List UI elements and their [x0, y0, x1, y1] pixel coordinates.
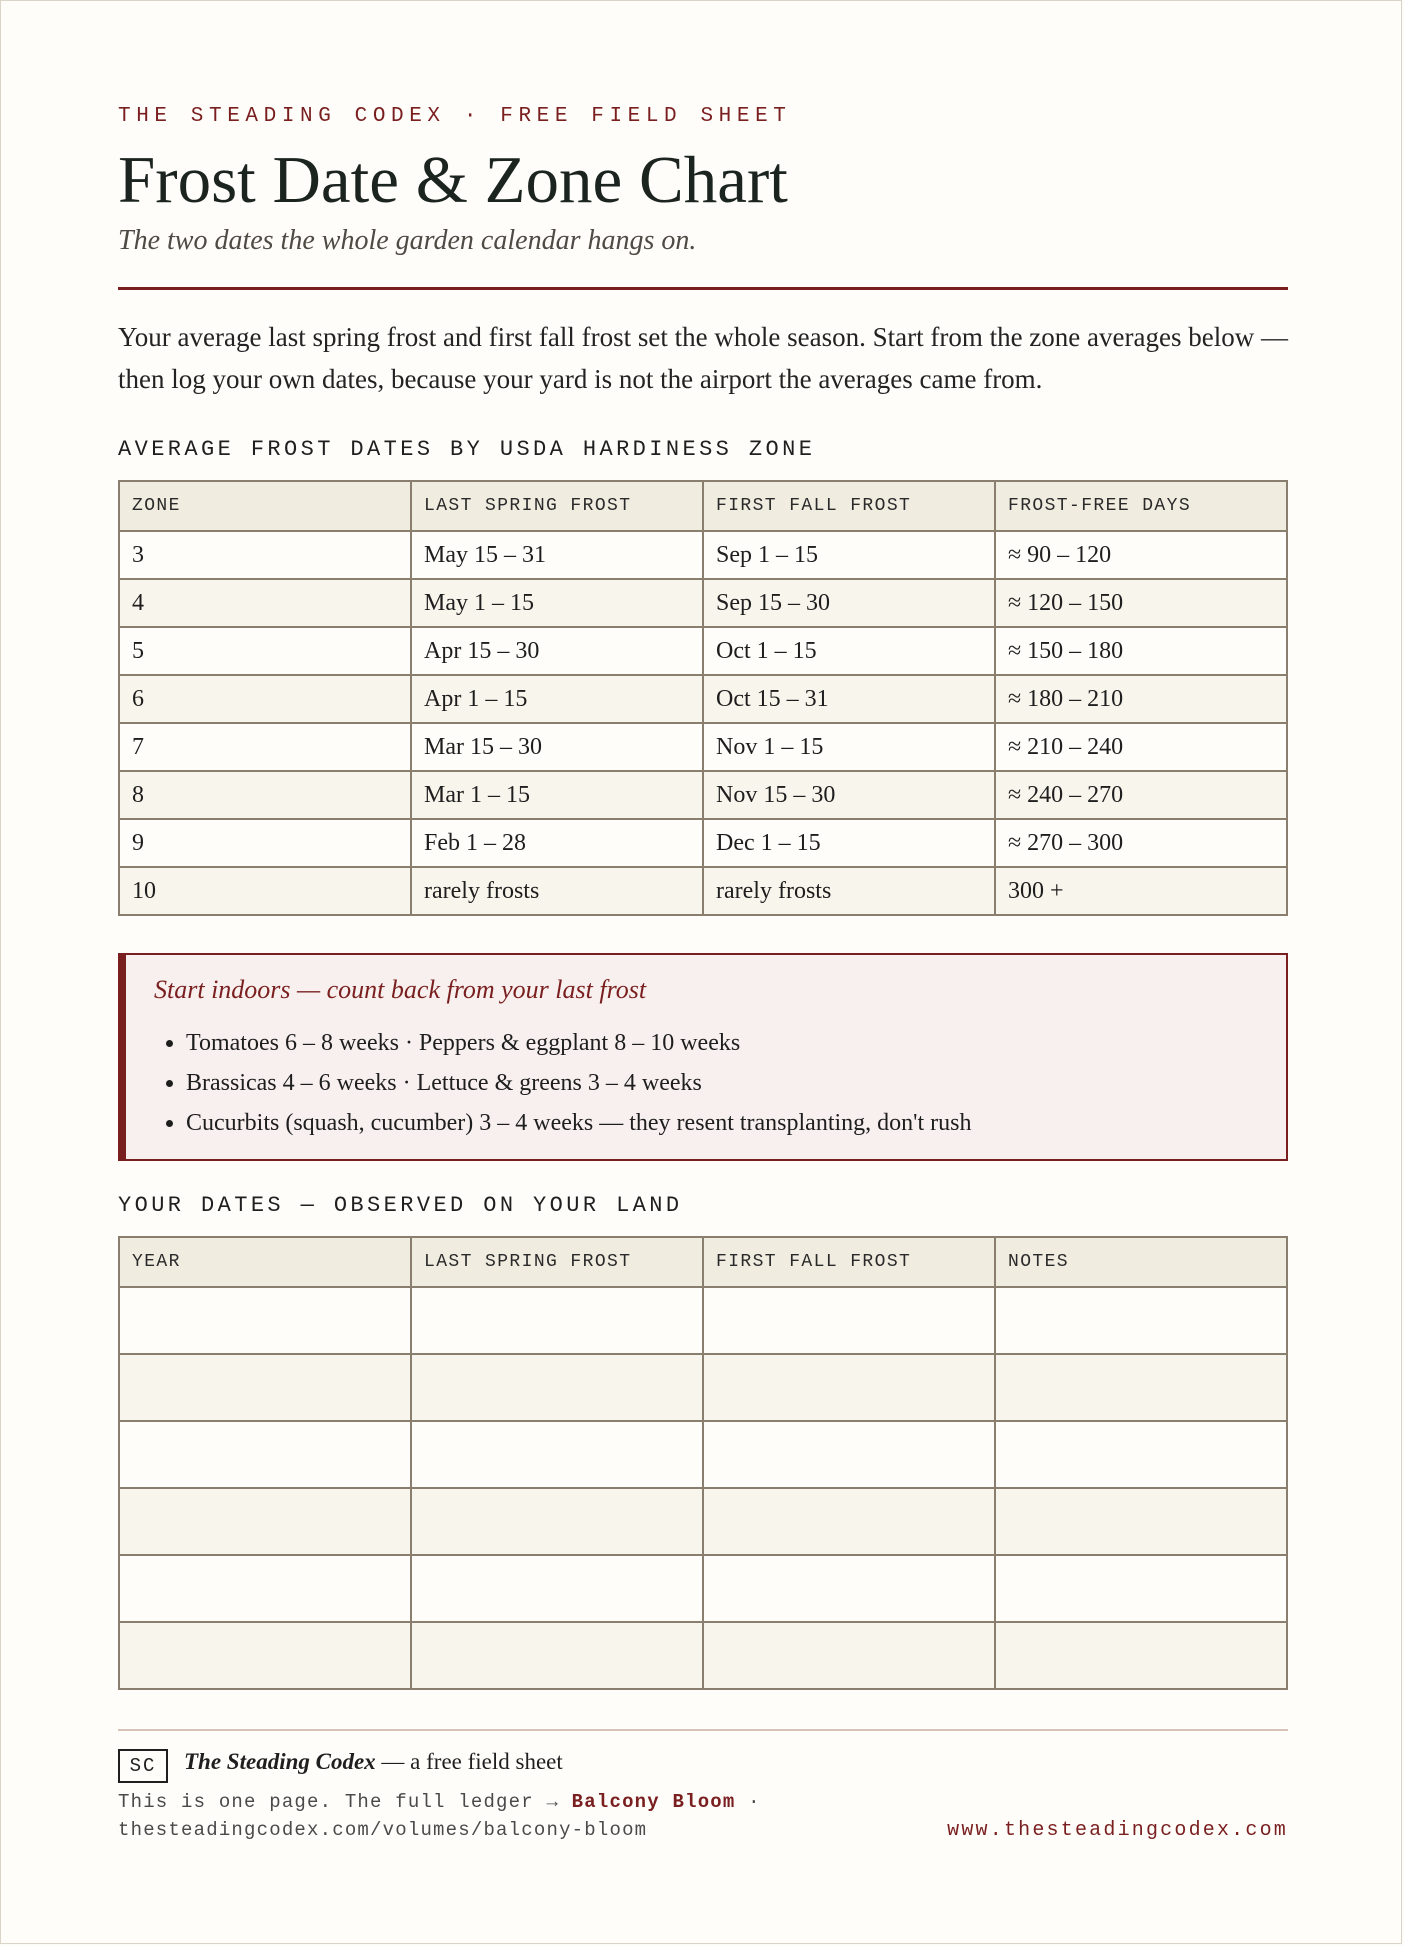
table-cell: 8	[119, 771, 411, 819]
empty-entry-cell[interactable]	[119, 1354, 411, 1421]
table-cell: Sep 1 – 15	[703, 531, 995, 579]
table-cell: Mar 15 – 30	[411, 723, 703, 771]
table-row	[119, 819, 1287, 867]
empty-entry-cell[interactable]	[411, 1354, 703, 1421]
table-cell: 10	[119, 867, 411, 915]
table-cell: 3	[119, 531, 411, 579]
empty-entry-cell[interactable]	[411, 1488, 703, 1555]
table-row	[119, 723, 1287, 771]
empty-entry-cell[interactable]	[995, 1354, 1287, 1421]
callout-list	[154, 1023, 972, 1143]
ledger-prefix: This is one page. The full ledger →	[118, 1791, 572, 1813]
log-table-body	[119, 1287, 1287, 1689]
table-row	[119, 771, 1287, 819]
column-header: YEAR	[119, 1237, 411, 1287]
list-item: • Tomatoes 6 – 8 weeks · Peppers & eggplant 8 – 10 weeks	[186, 1023, 972, 1063]
table-cell: 9	[119, 819, 411, 867]
empty-entry-cell[interactable]	[411, 1622, 703, 1689]
callout-title: Start indoors — count back from your last frost	[154, 975, 647, 1004]
empty-entry-cell[interactable]	[995, 1287, 1287, 1354]
table-cell: ≈ 180 – 210	[995, 675, 1287, 723]
column-header: FIRST FALL FROST	[703, 1237, 995, 1287]
table-cell: Feb 1 – 28	[411, 819, 703, 867]
table-cell: Apr 1 – 15	[411, 675, 703, 723]
list-item: • Cucurbits (squash, cucumber) 3 – 4 weeks — they resent transplanting, don't rush	[186, 1103, 972, 1143]
table-cell: Nov 15 – 30	[703, 771, 995, 819]
table-cell: ≈ 240 – 270	[995, 771, 1287, 819]
column-header: LAST SPRING FROST	[411, 481, 703, 531]
table-cell: Oct 15 – 31	[703, 675, 995, 723]
column-header: NOTES	[995, 1237, 1287, 1287]
ledger-link[interactable]: Balcony Bloom	[571, 1791, 736, 1813]
table-cell: May 15 – 31	[411, 531, 703, 579]
table-cell: rarely frosts	[411, 867, 703, 915]
observed-dates-table	[118, 1236, 1288, 1690]
table-cell: May 1 – 15	[411, 579, 703, 627]
table-row	[119, 1488, 1287, 1555]
empty-entry-cell[interactable]	[703, 1287, 995, 1354]
table-cell: rarely frosts	[703, 867, 995, 915]
log-table-heading: YOUR DATES — OBSERVED ON YOUR LAND	[118, 1193, 683, 1218]
intro-paragraph: Your average last spring frost and first fall frost set the whole season. Start from the zone averages below — then log your own dates, because your yard is not the airport the averages came from.	[118, 322, 1288, 394]
table-header-row	[119, 1237, 1287, 1287]
ledger-suffix: ·	[735, 1791, 761, 1813]
empty-entry-cell[interactable]	[411, 1555, 703, 1622]
brand-logo: SC	[118, 1749, 168, 1783]
kicker: THE STEADING CODEX · FREE FIELD SHEET	[118, 105, 792, 128]
brand-line	[184, 1749, 563, 1775]
empty-entry-cell[interactable]	[119, 1555, 411, 1622]
brand-name: The Steading Codex	[184, 1749, 376, 1774]
empty-entry-cell[interactable]	[703, 1622, 995, 1689]
table-cell: Nov 1 – 15	[703, 723, 995, 771]
table-cell: ≈ 270 – 300	[995, 819, 1287, 867]
table-row	[119, 579, 1287, 627]
table-row	[119, 675, 1287, 723]
empty-entry-cell[interactable]	[995, 1622, 1287, 1689]
ledger-url[interactable]: thesteadingcodex.com/volumes/balcony-bloom	[118, 1819, 648, 1841]
footer-ledger-line	[118, 1791, 761, 1813]
table-row	[119, 1287, 1287, 1354]
table-cell: 7	[119, 723, 411, 771]
table-cell: Sep 15 – 30	[703, 579, 995, 627]
table-cell: Mar 1 – 15	[411, 771, 703, 819]
empty-entry-cell[interactable]	[119, 1488, 411, 1555]
column-header: FROST-FREE DAYS	[995, 481, 1287, 531]
frost-table-body	[119, 531, 1287, 915]
brand-tagline: — a free field sheet	[375, 1749, 563, 1774]
table-cell: 6	[119, 675, 411, 723]
page-subtitle: The two dates the whole garden calendar hangs on.	[118, 225, 697, 256]
empty-entry-cell[interactable]	[995, 1488, 1287, 1555]
empty-entry-cell[interactable]	[119, 1622, 411, 1689]
footer-divider	[118, 1729, 1288, 1731]
empty-entry-cell[interactable]	[411, 1287, 703, 1354]
table-header-row	[119, 481, 1287, 531]
column-header: FIRST FALL FROST	[703, 481, 995, 531]
frost-dates-table	[118, 480, 1288, 916]
table-row	[119, 627, 1287, 675]
column-header: LAST SPRING FROST	[411, 1237, 703, 1287]
list-item: • Brassicas 4 – 6 weeks · Lettuce & greens 3 – 4 weeks	[186, 1063, 972, 1103]
empty-entry-cell[interactable]	[119, 1287, 411, 1354]
page-title: Frost Date & Zone Chart	[118, 143, 788, 217]
table-cell: ≈ 120 – 150	[995, 579, 1287, 627]
table-cell: Apr 15 – 30	[411, 627, 703, 675]
table-row	[119, 867, 1287, 915]
frost-table-heading: AVERAGE FROST DATES BY USDA HARDINESS ZONE	[118, 437, 816, 462]
empty-entry-cell[interactable]	[995, 1421, 1287, 1488]
empty-entry-cell[interactable]	[119, 1421, 411, 1488]
table-cell: Dec 1 – 15	[703, 819, 995, 867]
table-row	[119, 1622, 1287, 1689]
table-row	[119, 531, 1287, 579]
header-divider	[118, 287, 1288, 290]
empty-entry-cell[interactable]	[703, 1488, 995, 1555]
table-cell: ≈ 90 – 120	[995, 531, 1287, 579]
start-indoors-callout	[118, 953, 1288, 1161]
table-cell: ≈ 150 – 180	[995, 627, 1287, 675]
table-cell: 4	[119, 579, 411, 627]
table-cell: Oct 1 – 15	[703, 627, 995, 675]
column-header: ZONE	[119, 481, 411, 531]
table-row	[119, 1421, 1287, 1488]
empty-entry-cell[interactable]	[703, 1555, 995, 1622]
table-row	[119, 1354, 1287, 1421]
empty-entry-cell[interactable]	[703, 1421, 995, 1488]
table-cell: 300 +	[995, 867, 1287, 915]
table-cell: ≈ 210 – 240	[995, 723, 1287, 771]
empty-entry-cell[interactable]	[411, 1421, 703, 1488]
site-url[interactable]: www.thesteadingcodex.com	[947, 1819, 1288, 1842]
table-row	[119, 1555, 1287, 1622]
empty-entry-cell[interactable]	[703, 1354, 995, 1421]
table-cell: 5	[119, 627, 411, 675]
empty-entry-cell[interactable]	[995, 1555, 1287, 1622]
